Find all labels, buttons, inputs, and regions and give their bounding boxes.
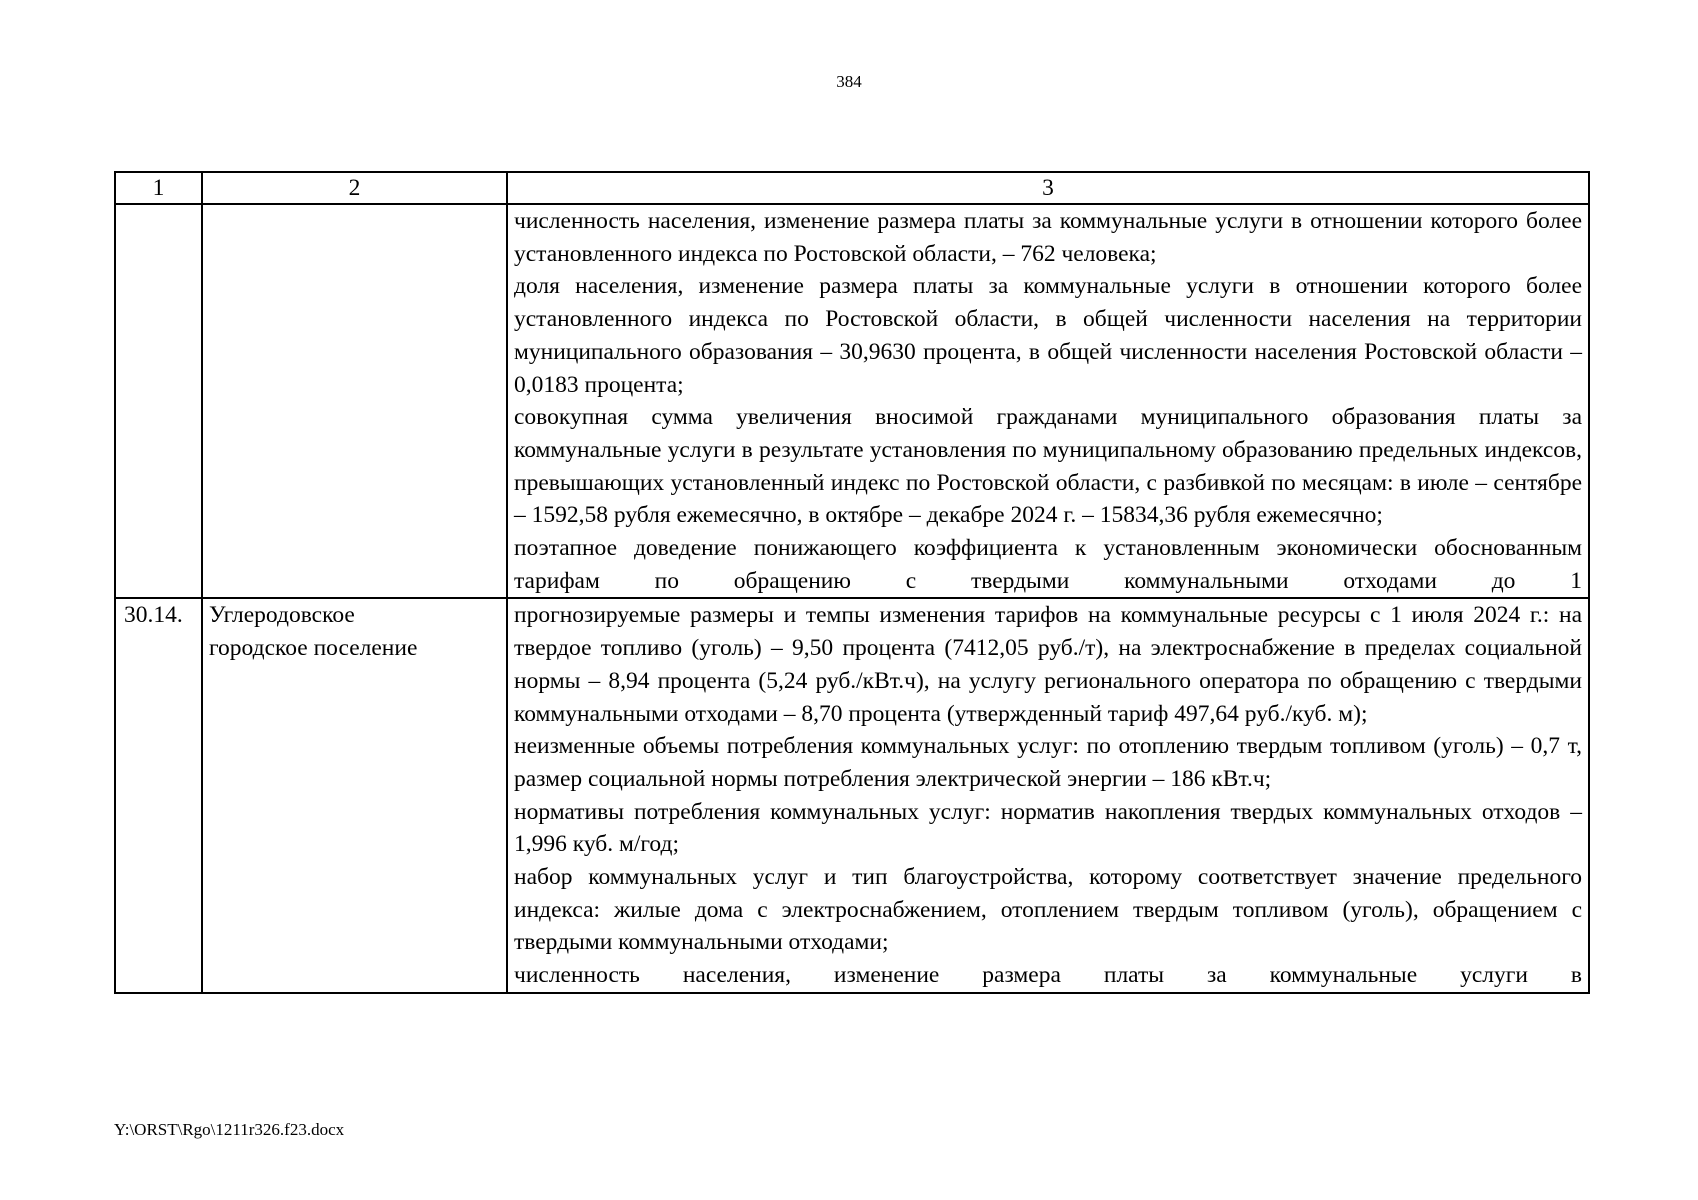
table-header-row — [115, 172, 1589, 204]
document-table — [114, 171, 1590, 994]
paragraph-population-count: численность населения, изменение размера платы за коммунальные услуги в отношении которого более установленного индекса по Ростовской области, – 762 человека; — [514, 208, 1582, 267]
row-number-cell — [115, 204, 202, 598]
paragraph-consumption-volumes: неизменные объемы потребления коммунальных услуг: по отоплению твердым топливом (уголь) – 0,7 т, размер социальной нормы потребления электрической энергии – 186 кВт.ч; — [514, 733, 1582, 792]
municipality-name-cell — [202, 598, 507, 992]
column-header-3: 3 — [507, 172, 1589, 204]
paragraph-total-increase: совокупная сумма увеличения вносимой гражданами муниципального образования платы за коммунальные услуги в результате установления по муниципальному образованию предельных индексов, превышающих установленный индекс по Ростовской области, с разбивкой по месяцам: в июле – сентябре – 1592,58 рубля ежемесячно, в октябре – декабре 2024 г. – 15834,36 рубля ежемесячно; — [514, 404, 1582, 529]
row-number-cell: 30.14. — [115, 598, 202, 992]
paragraph-population-share: доля населения, изменение размера платы за коммунальные услуги в отношении которого более установленного индекса по Ростовской области, в общей численности населения на территории муниципального образования – 30,9630 процента, в общей численности населения Ростовской области – 0,0183 процента; — [514, 273, 1582, 398]
paragraph-coefficient: поэтапное доведение понижающего коэффициента к установленным экономически обоснованным тарифам по обращению с твердыми коммунальными отходами до 1 — [514, 535, 1582, 594]
indicator-text-cell — [507, 204, 1589, 598]
column-header-1: 1 — [115, 172, 202, 204]
paragraph-services-set: набор коммунальных услуг и тип благоустройства, которому соответствует значение предельного индекса: жилые дома с электроснабжением, отоплением твердым топливом (уголь), обращением с твердыми коммунальными отходами; — [514, 864, 1582, 956]
table-row — [115, 598, 1589, 992]
municipality-name-line: Углеродовское — [209, 602, 355, 629]
municipality-name-cell — [202, 204, 507, 598]
page-number: 384 — [836, 72, 862, 91]
paragraph-consumption-norms: нормативы потребления коммунальных услуг: норматив накопления твердых коммунальных отходов – 1,996 куб. м/год; — [514, 798, 1582, 858]
indicator-text-cell — [507, 598, 1589, 992]
paragraph-tariffs: прогнозируемые размеры и темпы изменения тарифов на коммунальные ресурсы с 1 июля 2024 г.: на твердое топливо (уголь) – 9,50 процента (7412,05 руб./т), на электроснабжение в пределах социальной нормы – 8,94 процента (5,24 руб./кВт.ч), на услугу регионального оператора по обращению с твердыми коммунальными отходами – 8,70 процента (утвержденный тариф 497,64 руб./куб. м); — [514, 602, 1582, 727]
table-row — [115, 204, 1589, 598]
municipality-name-line: городское поселение — [209, 635, 418, 662]
column-header-2: 2 — [202, 172, 507, 204]
paragraph-population-count: численность населения, изменение размера платы за коммунальные услуги в — [514, 962, 1582, 989]
file-path-footer: Y:\ORST\Rgo\1211r326.f23.docx — [114, 1120, 345, 1139]
